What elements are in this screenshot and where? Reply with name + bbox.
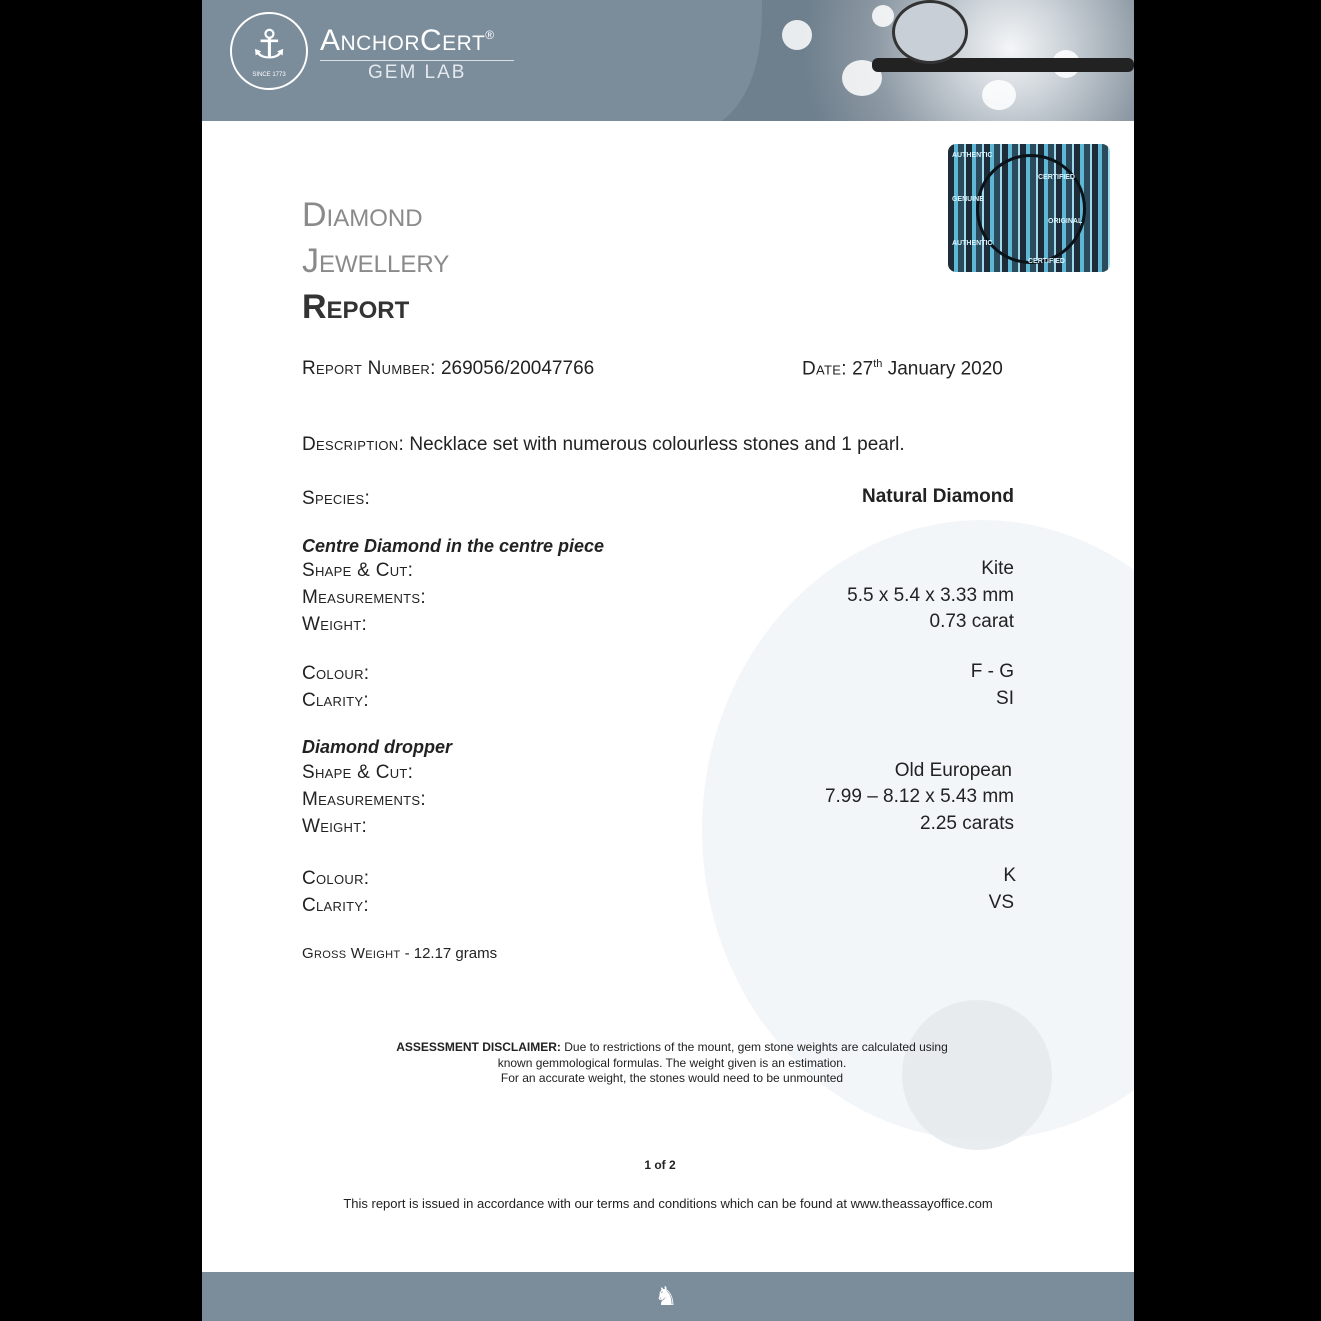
date-rest: January 2020 (887, 358, 1003, 380)
hologram-seal (976, 154, 1086, 264)
date-day: 27 (852, 358, 874, 380)
title-line-report: Report (302, 288, 410, 326)
anchor-icon: ⚓ (251, 22, 287, 68)
hologram-text: AUTHENTIC (952, 240, 993, 247)
dropper-measurements-label: Measurements: (302, 789, 426, 810)
date-suffix: th (873, 358, 883, 370)
hologram-text: CERTIFIED (1038, 174, 1075, 181)
title-line-jewellery: Jewellery (302, 242, 450, 280)
date-label: Date: (802, 358, 847, 380)
dropper-clarity-label: Clarity: (302, 895, 369, 916)
brand-divider (320, 60, 514, 61)
brand-name-text: AnchorCert (320, 24, 486, 57)
report-date (802, 358, 1003, 380)
centre-colour-value: F - G (970, 661, 1014, 682)
held-diamond (892, 0, 968, 64)
hologram-text: GENUINE (952, 196, 984, 203)
disclaimer-line-1 (332, 1040, 1012, 1054)
gross-weight (302, 945, 497, 962)
description (302, 434, 905, 456)
report-number-value: 269056/20047766 (440, 358, 595, 379)
dropper-heading: Diamond dropper (302, 737, 453, 757)
species-label: Species: (302, 488, 371, 509)
dropper-weight-label: Weight: (302, 816, 368, 837)
since-text: SINCE 1773 (252, 72, 286, 78)
centre-shape-label: Shape & Cut: (302, 560, 414, 581)
hologram-text: CERTIFIED (1028, 258, 1065, 265)
gross-weight-value: - 12.17 grams (404, 945, 498, 962)
centre-diamond-heading: Centre Diamond in the centre piece (302, 536, 605, 556)
dropper-colour-value: K (1003, 865, 1016, 886)
centre-measurements-value: 5.5 x 5.4 x 3.33 mm (847, 585, 1014, 606)
header-diamond-photo (722, 0, 1134, 121)
certificate-page (202, 0, 1134, 1321)
dropper-colour-label: Colour: (302, 868, 370, 889)
centre-weight-value: 0.73 carat (929, 611, 1014, 632)
hologram-sticker (948, 144, 1110, 272)
sparkle (872, 5, 894, 27)
report-number-label: Report Number: (302, 358, 436, 379)
brand-name (320, 24, 495, 58)
assay-office-mark-icon: ♞ (654, 1282, 678, 1312)
hologram-text: AUTHENTIC (952, 152, 993, 159)
dropper-clarity-value: VS (988, 892, 1014, 913)
title-line-diamond: Diamond (302, 196, 423, 234)
centre-weight-label: Weight: (302, 614, 368, 635)
anchor-logo (230, 12, 308, 90)
disclaimer-line-3: For an accurate weight, the stones would need to be unmounted (500, 1071, 844, 1085)
dropper-weight-value: 2.25 carats (920, 813, 1014, 834)
centre-clarity-value: SI (996, 688, 1014, 709)
disclaimer-text-1: Due to restrictions of the mount, gem stone weights are calculated using (564, 1040, 948, 1054)
description-value: Necklace set with numerous colourless stones and 1 pearl. (409, 434, 905, 455)
page-indicator: 1 of 2 (644, 1158, 676, 1172)
registered-mark: ® (485, 28, 495, 42)
centre-clarity-label: Clarity: (302, 690, 369, 711)
footer-banner (202, 1272, 1134, 1321)
centre-colour-label: Colour: (302, 663, 370, 684)
gross-weight-label: Gross Weight (302, 945, 401, 962)
report-number (302, 358, 594, 380)
centre-shape-value: Kite (981, 558, 1014, 579)
terms-statement: This report is issued in accordance with our terms and conditions which can be found at www.theassayoffice.com (343, 1196, 993, 1211)
dropper-measurements-value: 7.99 – 8.12 x 5.43 mm (824, 786, 1014, 807)
dropper-shape-label: Shape & Cut: (302, 762, 414, 783)
brand-subtitle: GEM LAB (368, 62, 467, 83)
header-banner (202, 0, 1134, 121)
sparkle (782, 20, 812, 50)
centre-measurements-label: Measurements: (302, 587, 426, 608)
dropper-shape-value: Old European (894, 760, 1012, 781)
description-label: Description: (302, 434, 405, 455)
hologram-text: ORIGINAL (1048, 218, 1083, 225)
species-value: Natural Diamond (861, 486, 1014, 507)
disclaimer-label: ASSESSMENT DISCLAIMER: (396, 1040, 561, 1054)
sparkle (982, 80, 1016, 110)
disclaimer-line-2: known gemmological formulas. The weight given is an estimation. (497, 1056, 847, 1070)
